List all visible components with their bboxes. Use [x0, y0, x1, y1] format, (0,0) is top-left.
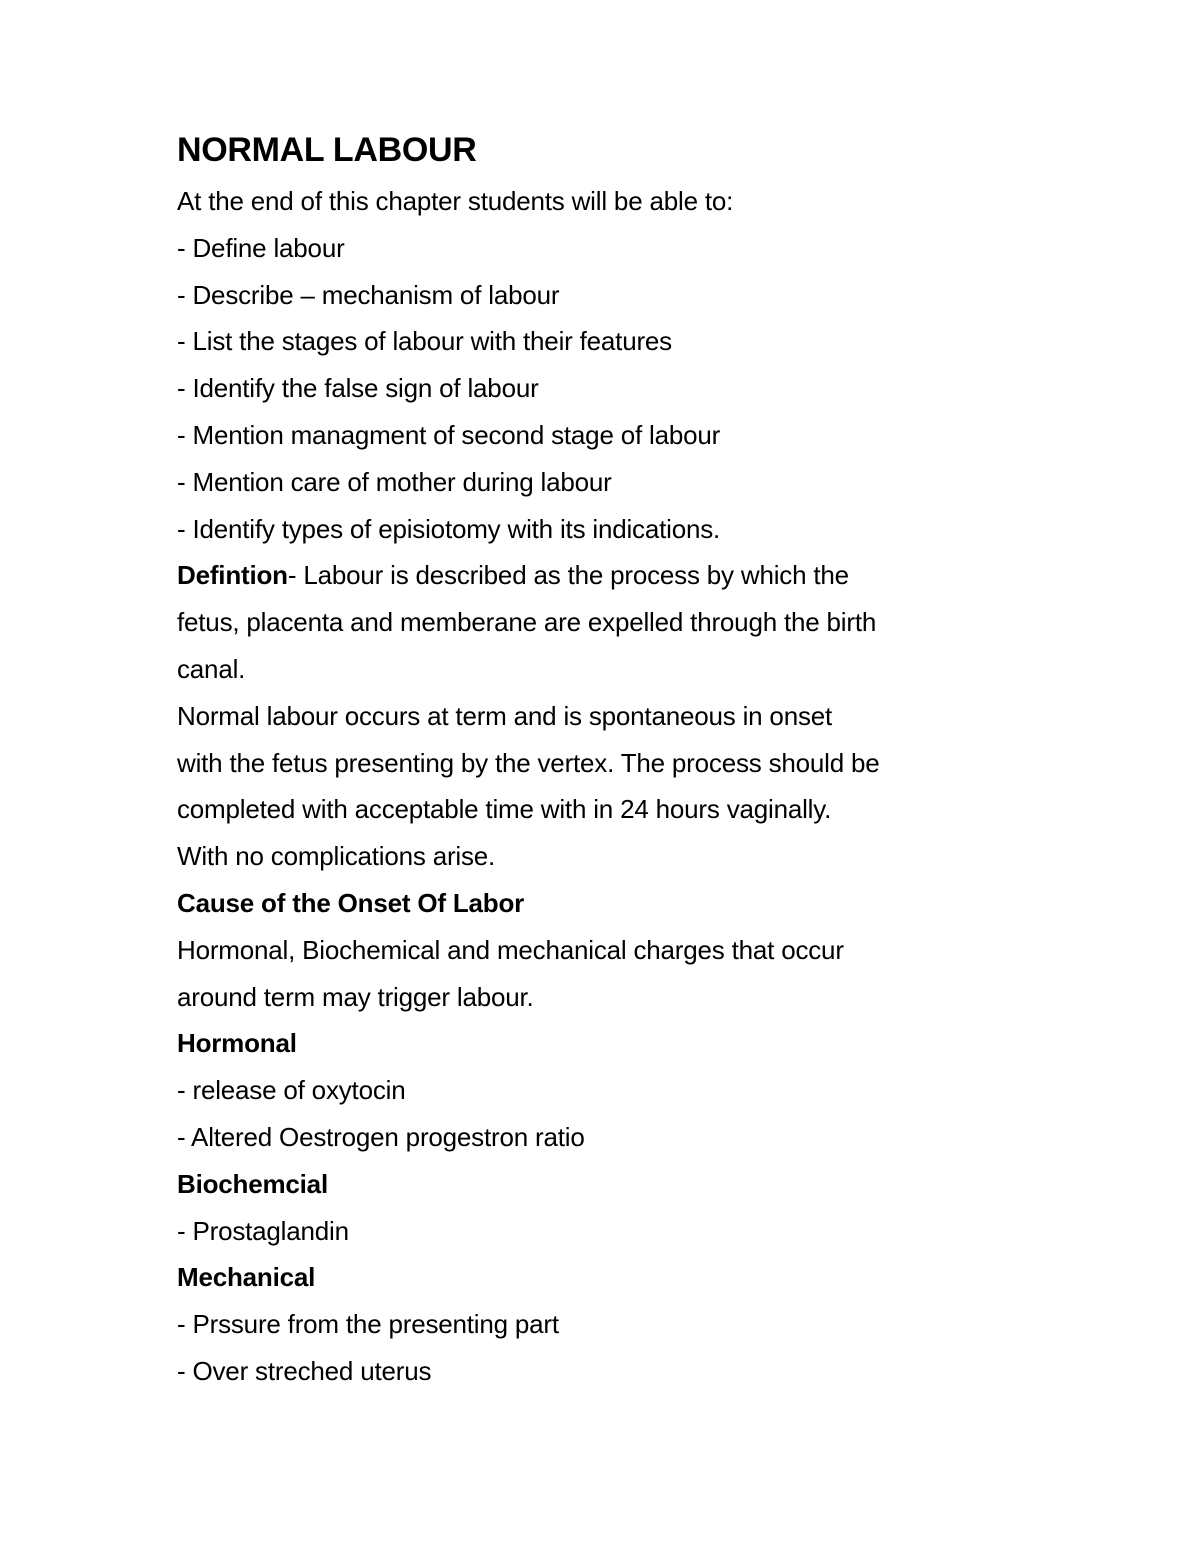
intro-text: At the end of this chapter students will be able to: — [177, 186, 734, 216]
definition-label: Defintion — [177, 560, 288, 591]
page-title: NORMAL LABOUR — [177, 131, 477, 169]
normal-labour-text: Normal labour occurs at term and is spontaneous in onset — [177, 700, 833, 731]
biochemical-item: - Prostaglandin — [177, 1215, 349, 1246]
hormonal-item: - Altered Oestrogen progestron ratio — [177, 1121, 585, 1152]
mechanical-item: - Prssure from the presenting part — [177, 1309, 559, 1340]
hormonal-item: - release of oxytocin — [177, 1075, 406, 1106]
definition-text: - Labour is described as the process by which the — [287, 560, 849, 591]
objective-item: - List the stages of labour with their features — [177, 326, 672, 357]
cause-text: Hormonal, Biochemical and mechanical charges that occur — [177, 934, 844, 965]
definition-text: canal. — [177, 653, 246, 684]
definition-line — [177, 552, 997, 599]
cause-text: around term may trigger labour. — [177, 981, 534, 1012]
definition-text: fetus, placenta and memberane are expelled through the birth — [177, 607, 877, 638]
normal-labour-text: with the fetus presenting by the vertex. The process should be — [177, 747, 880, 778]
mechanical-heading: Mechanical — [177, 1262, 316, 1293]
normal-labour-text: With no complications arise. — [177, 841, 496, 872]
objective-item: - Define labour — [177, 232, 345, 263]
objective-item: - Identify types of episiotomy with its indications. — [177, 513, 721, 544]
normal-labour-text: completed with acceptable time with in 24 hours vaginally. — [177, 794, 832, 825]
document-page — [177, 128, 997, 1395]
objective-item: - Mention care of mother during labour — [177, 466, 612, 497]
biochemical-heading: Biochemcial — [177, 1168, 328, 1199]
objective-item: - Identify the false sign of labour — [177, 373, 539, 404]
cause-heading: Cause of the Onset Of Labor — [177, 887, 525, 918]
objective-item: - Describe – mechanism of labour — [177, 279, 560, 310]
hormonal-heading: Hormonal — [177, 1028, 297, 1059]
mechanical-item: - Over streched uterus — [177, 1355, 432, 1386]
objective-item: - Mention managment of second stage of labour — [177, 419, 721, 450]
